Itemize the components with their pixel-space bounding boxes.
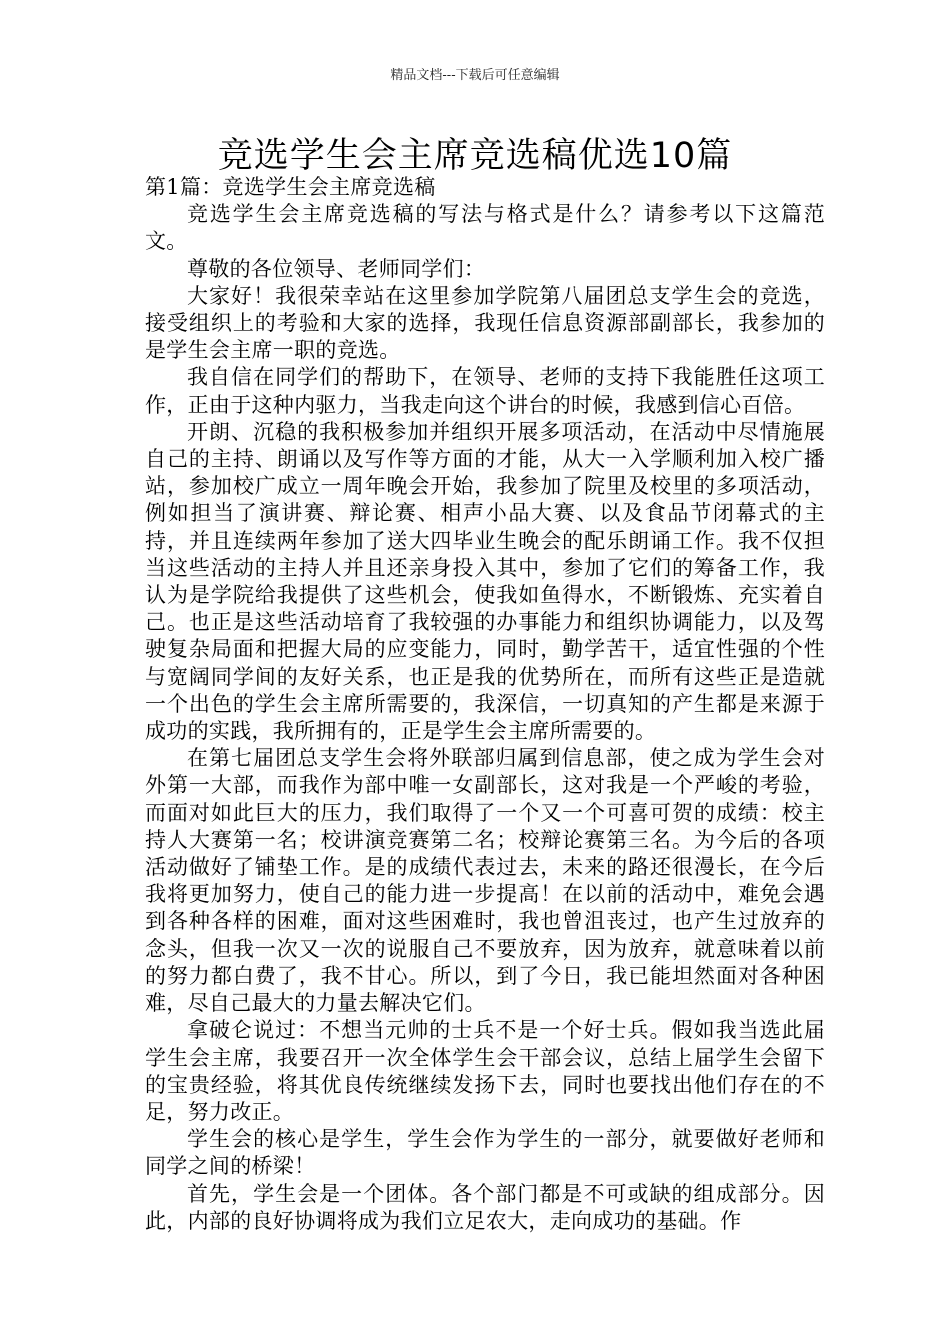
paragraph: 开朗、沉稳的我积极参加并组织开展多项活动，在活动中尽情施展自己的主持、朗诵以及写作等方面的才能，从大一入学顺利加入校广播站，参加校广成立一周年晚会开始，我参加了院里及校里的多项活动，例如担当了演讲赛、辩论赛、相声小品大赛、以及食品节闭幕式的主持，并且连续两年参加了送大四毕业生晚会的配乐朗诵工作。我不仅担当这些活动的主持人并且还亲身投入其中，参加了它们的筹备工作，我认为是学院给我提供了这些机会，使我如鱼得水，不断锻炼、充实着自己。也正是这些活动培育了我较强的办事能力和组织协调能力，以及驾驶复杂局面和把握大局的应变能力，同时，勤学苦干，适宜性强的个性与宽阔同学间的友好关系，也正是我的优势所在，而所有这些正是造就一个出色的学生会主席所需要的，我深信，一切真知的产生都是来源于成功的实践，我所拥有的，正是学生会主席所需要的。 — [145, 419, 825, 744]
document-body — [145, 174, 825, 1235]
paragraph: 尊敬的各位领导、老师同学们： — [187, 256, 486, 281]
paragraph: 首先，学生会是一个团体。各个部门都是不可或缺的组成部分。因此，内部的良好协调将成为我们立足农大，走向成功的基础。作 — [145, 1181, 825, 1233]
paragraph: 在第七届团总支学生会将外联部归属到信息部，使之成为学生会对外第一大部，而我作为部中唯一女副部长，这对我是一个严峻的考验，而面对如此巨大的压力，我们取得了一个又一个可喜可贺的成绩：校主持人大赛第一名；校讲演竞赛第二名；校辩论赛第三名。为今后的各项活动做好了铺垫工作。是的成绩代表过去，未来的路还很漫长，在今后我将更加努力，使自己的能力进一步提高！在以前的活动中，难免会遇到各种各样的困难，面对这些困难时，我也曾沮丧过，也产生过放弃的念头，但我一次又一次的说服自己不要放弃，因为放弃，就意味着以前的努力都白费了，我不甘心。所以，到了今日，我已能坦然面对各种困难，尽自己最大的力量去解决它们。 — [145, 746, 825, 1016]
paragraph: 我自信在同学们的帮助下，在领导、老师的支持下我能胜任这项工作，正由于这种内驱力，当我走向这个讲台的时候，我感到信心百倍。 — [145, 365, 825, 417]
paragraph: 竞选学生会主席竞选稿的写法与格式是什么？请参考以下这篇范文。 — [145, 202, 825, 254]
section-heading: 第1篇：竞选学生会主席竞选稿 — [145, 175, 436, 199]
paragraph: 学生会的核心是学生，学生会作为学生的一部分，就要做好老师和同学之间的桥梁！ — [145, 1127, 825, 1179]
paragraph: 大家好！我很荣幸站在这里参加学院第八届团总支学生会的竞选，接受组织上的考验和大家的选择，我现任信息资源部副部长，我参加的是学生会主席一职的竞选。 — [145, 283, 825, 363]
paragraph: 拿破仑说过：不想当元帅的士兵不是一个好士兵。假如我当选此届学生会主席，我要召开一次全体学生会干部会议，总结上届学生会留下的宝贵经验，将其优良传统继续发扬下去，同时也要找出他们存在的不足，努力改正。 — [145, 1018, 825, 1124]
header-note: 精品文档---下载后可任意编辑 — [390, 68, 560, 83]
document-title: 竞选学生会主席竞选稿优选10篇 — [217, 136, 733, 176]
